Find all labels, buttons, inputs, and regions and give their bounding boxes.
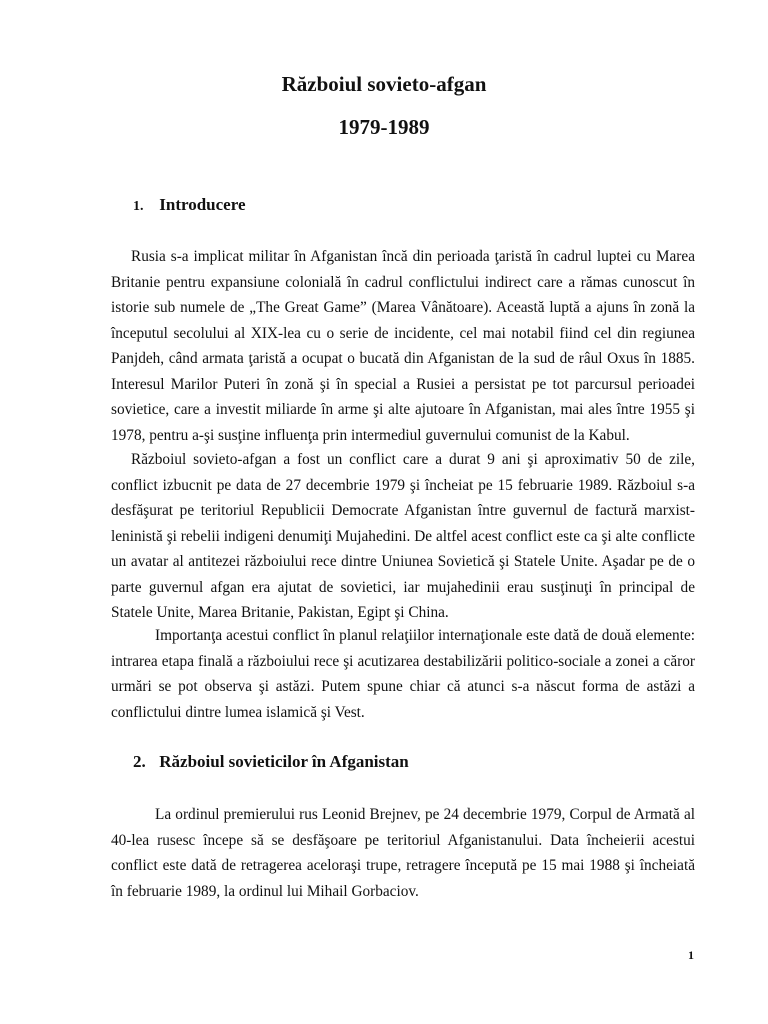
- paragraph-intro-1: Rusia s-a implicat militar în Afganistan încă din perioada ţaristă în cadrul luptei cu Marea Britanie pentru expansiune colonială în cadrul conflictului indirect care a rămas cunoscut în istorie sub numele de „The Great Game” (Marea Vânătoare). Această luptă a ajuns în zonă la începutul secolului al XIX-lea cu o serie de incidente, cel mai notabil fiind cel din regiunea Panjdeh, când armata ţaristă a ocupat o bucată din Afganistan de la sud de râul Oxus în 1885. Interesul Marilor Puteri în zonă şi în special a Rusiei a persistat pe tot parcursul perioadei sovietice, care a investit miliarde în arme şi alte ajutoare în Afganistan, mai ales între 1955 şi 1978, pentru a-şi susţine influenţa prin intermediul guvernului comunist de la Kabul.: [111, 248, 695, 444]
- paragraph-intro-3: Importanţa acestui conflict în planul relaţiilor internaţionale este dată de două elemente: intrarea etapa finală a războiului rece şi acutizarea destabilizării politico-sociale a zonei a căror urmări se pot observa şi astăzi. Putem spune chiar că atunci s-a născut forma de astăzi a conflictului dintre lumea islamică şi Vest.: [111, 627, 695, 721]
- section-number: 2.: [133, 752, 146, 771]
- section-heading-introducere: [133, 195, 246, 215]
- document-title: Războiul sovieto-afgan: [281, 72, 487, 96]
- section-title: Introducere: [159, 195, 246, 214]
- section-number: 1.: [133, 199, 144, 214]
- paragraph-section-2-1: La ordinul premierului rus Leonid Brejnev, pe 24 decembrie 1979, Corpul de Armată al 40-lea rusesc începe să se desfăşoare pe teritoriul Afganistanului. Data încheierii acestui conflict este dată de retragerea aceloraşi trupe, retragere începută pe 15 mai 1988 şi încheiată în februarie 1989, la ordinul lui Mihail Gorbaciov.: [111, 806, 695, 900]
- section-title: Războiul sovieticilor în Afganistan: [159, 752, 409, 771]
- paragraph-intro-2: Războiul sovieto-afgan a fost un conflict care a durat 9 ani şi aproximativ 50 de zile, conflict izbucnit pe data de 27 decembrie 1979 şi încheiat pe 15 februarie 1989. Războiul s-a desfăşurat pe teritoriul Republicii Democrate Afganistan între guvernul de factură marxist-leninistă şi rebelii indigeni denumiţi Mujahedini. De altfel acest conflict este ca şi alte conflicte un avatar al antitezei războiului rece dintre Uniunea Sovietică şi Statele Unite. Aşadar pe de o parte guvernul afgan era ajutat de sovietici, iar mujahedinii erau susţinuţi în principal de Statele Unite, Marea Britanie, Pakistan, Egipt şi China.: [111, 451, 695, 621]
- section-heading-razboiul-sovieticilor: [133, 752, 409, 772]
- page-number: 1: [688, 948, 694, 962]
- document-subtitle: 1979-1989: [338, 115, 430, 139]
